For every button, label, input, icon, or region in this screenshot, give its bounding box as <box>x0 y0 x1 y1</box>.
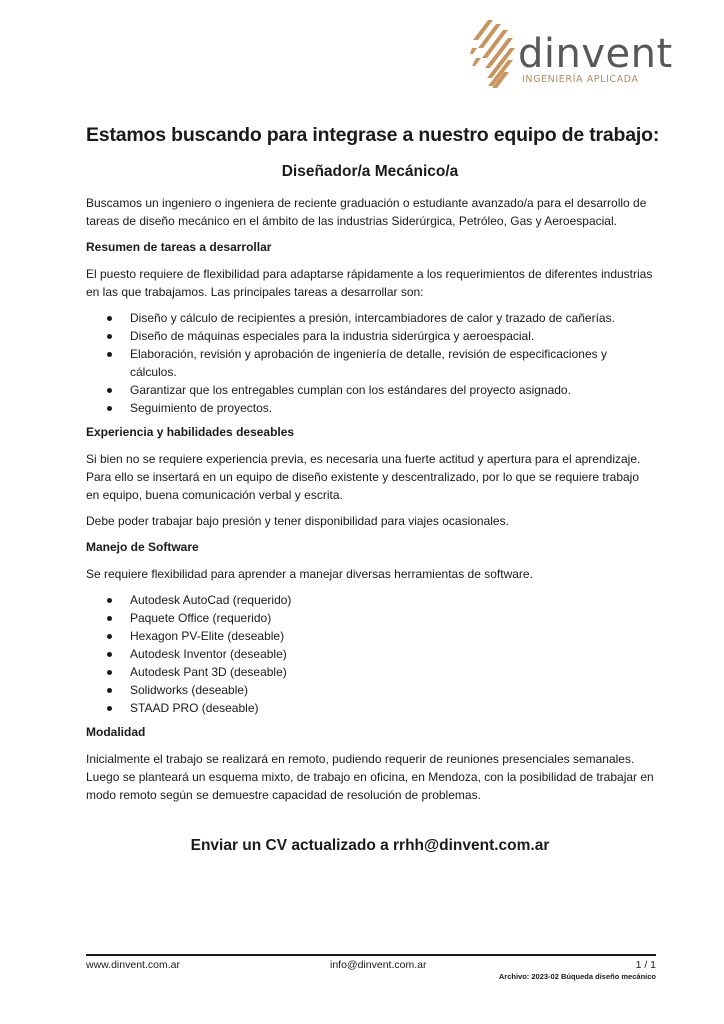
footer-email[interactable]: info@dinvent.com.ar <box>330 959 427 971</box>
list-item: Hexagon PV-Elite (deseable) <box>130 627 654 645</box>
page-title: Estamos buscando para integrase a nuestro equipo de trabajo: <box>86 124 660 146</box>
list-item: Paquete Office (requerido) <box>130 609 654 627</box>
list-item: Autodesk AutoCad (requerido) <box>130 591 654 609</box>
modality-paragraph: Inicialmente el trabajo se realizará en remoto, pudiendo requerir de reuniones presenciales semanales. Luego se planteará un esquema mixto, de trabajo en oficina, en Mendoza, con la posibilidad de trabajar en modo remoto según se demuestre capacidad de resolución de problemas. <box>86 752 654 802</box>
tasks-list <box>86 309 654 417</box>
job-title: Diseñador/a Mecánico/a <box>281 163 459 180</box>
footer-website[interactable]: www.dinvent.com.ar <box>86 959 180 971</box>
experience-heading: Experiencia y habilidades deseables <box>86 425 295 439</box>
footer-divider <box>86 954 656 956</box>
intro-paragraph: Buscamos un ingeniero o ingeniera de reciente graduación o estudiante avanzado/a para el desarrollo de tareas de diseño mecánico en el ámbito de las industrias Siderúrgica, Petróleo, Gas y Aeroespacial. <box>86 196 647 228</box>
list-item: Autodesk Inventor (deseable) <box>130 645 654 663</box>
tasks-heading: Resumen de tareas a desarrollar <box>86 240 272 254</box>
list-item: Solidworks (deseable) <box>130 681 654 699</box>
cta-send-cv: Enviar un CV actualizado a rrhh@dinvent.com.ar <box>190 837 550 854</box>
software-paragraph: Se requiere flexibilidad para aprender a manejar diversas herramientas de software. <box>86 567 533 581</box>
list-item: Diseño de máquinas especiales para la industria siderúrgica y aeroespacial. <box>130 327 654 345</box>
footer-page-number: 1 / 1 <box>635 959 656 971</box>
software-list <box>86 591 654 717</box>
company-logo <box>470 18 673 90</box>
modality-heading: Modalidad <box>86 725 146 739</box>
list-item: Autodesk Pant 3D (deseable) <box>130 663 654 681</box>
list-item: Seguimiento de proyectos. <box>130 399 654 417</box>
software-heading: Manejo de Software <box>86 540 199 554</box>
dinvent-logo-icon <box>470 18 516 90</box>
footer-archive-label: Archivo: 2023-02 Búqueda diseño mecánico <box>498 972 656 981</box>
list-item: Garantizar que los entregables cumplan con los estándares del proyecto asignado. <box>130 381 654 399</box>
list-item: STAAD PRO (deseable) <box>130 699 654 717</box>
main-content <box>86 122 660 856</box>
travel-paragraph: Debe poder trabajar bajo presión y tener disponibilidad para viajes ocasionales. <box>86 514 509 528</box>
experience-paragraph: Si bien no se requiere experiencia previa, es necesaria una fuerte actitud y apertura para el aprendizaje. Para ello se insertará en un equipo de diseño existente y descentralizado, por lo que se requiere trabajo en equipo, buena comunicación verbal y escrita. <box>86 452 641 502</box>
logo-tagline: INGENIERÍA APLICADA <box>522 74 639 85</box>
tasks-paragraph: El puesto requiere de flexibilidad para adaptarse rápidamente a los requerimientos de diferentes industrias en las que trabajamos. Las principales tareas a desarrollar son: <box>86 267 653 299</box>
logo-wordmark: dinvent <box>518 31 673 77</box>
list-item: Diseño y cálculo de recipientes a presión, intercambiadores de calor y trazado de cañerías. <box>130 309 654 327</box>
list-item: Elaboración, revisión y aprobación de ingeniería de detalle, revisión de especificaciones y cálculos. <box>130 345 654 381</box>
